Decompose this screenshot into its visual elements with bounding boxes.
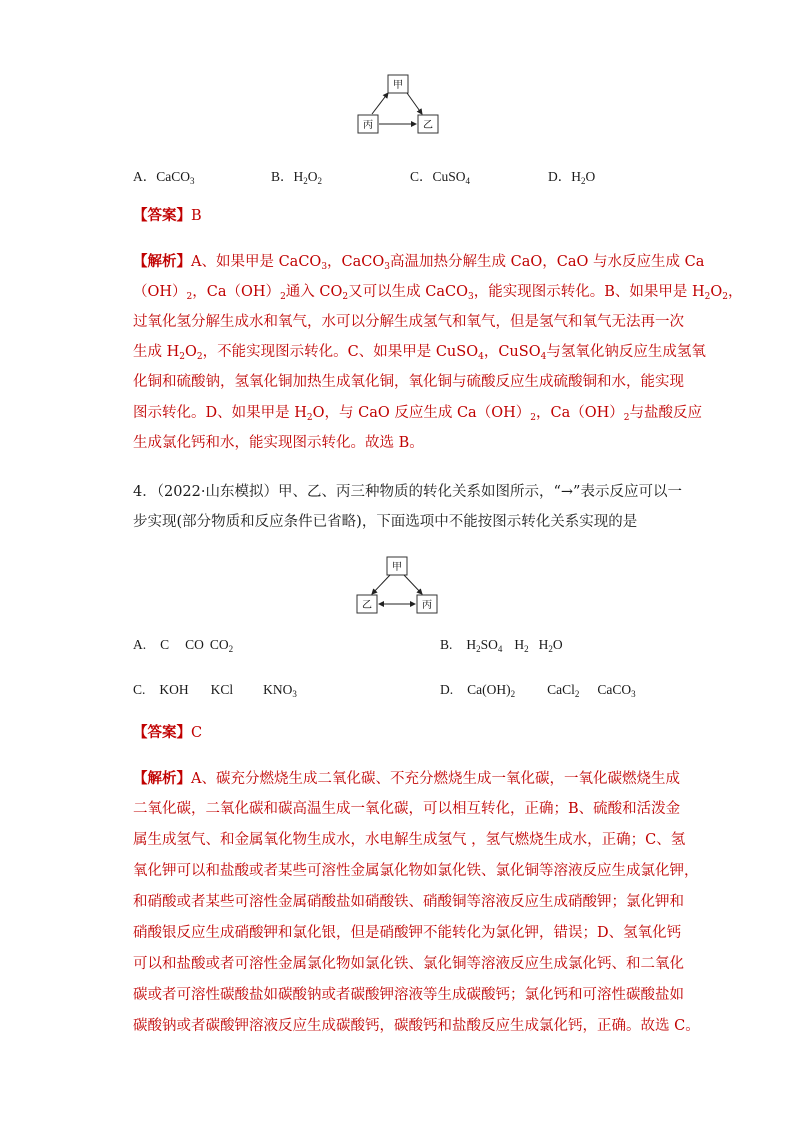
arrow-left-top: [372, 93, 388, 114]
q4-analysis-line-3: 属生成氢气、和金属氧化物生成水，水电解生成氢气 ，氢气燃烧生成水，正确；C、氢: [133, 832, 686, 848]
q3-option-c: C．CuSO$_4$: [410, 169, 471, 186]
q4-stem-line-2: 步实现(部分物质和反应条件已省略)，下面选项中不能按图示转化关系实现的是: [133, 514, 638, 530]
box-right-label: 丙: [422, 600, 432, 611]
q3-option-a: A．CaCO$_3$: [133, 169, 195, 186]
q3-analysis-line-6: 图示转化。D、如果甲是 $H_2O$，与 CaO 反应生成 $Ca(OH)_2$，$Ca(OH)_2$与盐酸反应: [133, 405, 702, 423]
box-left-label: 丙: [363, 120, 373, 131]
q3-analysis-line-2: $(OH)_2$，$Ca(OH)_2$通入 $CO_2$又可以生成 CaCO$_3$，能实现图示转化。B、如果甲是 $H_2O_2$，: [133, 284, 743, 302]
q3-option-d: D．$H_2O$: [548, 169, 596, 186]
box-right-label: 乙: [423, 120, 433, 131]
conversion-diagram-2: [353, 554, 443, 616]
arrow-top-right: [407, 93, 422, 114]
q3-analysis-line-3: 过氧化氢分解生成水和氧气，水可以分解生成氢气和氧气，但是氢气和氧气无法再一次: [133, 314, 684, 330]
q4-option-a: A. C CO $CO_2$: [133, 637, 234, 654]
arrow-top-left: [372, 575, 390, 594]
q4-analysis-line-7: 可以和盐酸或者可溶性金属氯化物如氯化铁、氯化铜等溶液反应生成氯化钙、和二氧化: [133, 956, 684, 972]
q3-option-b: B．$H_2O_2$: [271, 169, 323, 186]
q3-analysis-line-1: 【解析】A、如果甲是 CaCO$_3$，CaCO$_3$高温加热分解生成 CaO，CaO 与水反应生成 Ca: [133, 253, 705, 272]
q4-analysis-line-9: 碳酸钠或者碳酸钾溶液反应生成碳酸钙，碳酸钙和盐酸反应生成氯化钙，正确。故选 C。: [133, 1018, 700, 1034]
box-top-label: 甲: [392, 562, 402, 573]
q4-analysis-line-5: 和硝酸或者某些可溶性金属硝酸盐如硝酸铁、硝酸铜等溶液反应生成硝酸钾；氯化钾和: [133, 894, 684, 910]
q3-answer: 【答案】B: [133, 207, 202, 224]
conversion-diagram-1: [355, 72, 445, 136]
q4-analysis-line-4: 氧化钾可以和盐酸或者某些可溶性金属氯化物如氯化铁、氯化铜等溶液反应生成氯化钾，: [133, 863, 699, 879]
q3-analysis-line-5: 化铜和硫酸钠，氢氧化铜加热生成氧化铜，氧化铜与硫酸反应生成硫酸铜和水，能实现: [133, 374, 684, 390]
q3-analysis-line-4: 生成 $H_2O_2$，不能实现图示转化。C、如果甲是 CuSO$_4$，CuSO$_4$与氢氧化钠反应生成氢氧: [133, 344, 706, 362]
q4-answer: 【答案】C: [133, 724, 203, 741]
q3-analysis-line-7: 生成氯化钙和水，能实现图示转化。故选 B。: [133, 435, 424, 451]
q4-option-c: C. KOH KCl $KNO_3$: [133, 682, 297, 699]
q4-stem-line-1: 4．（2022·山东模拟）甲、乙、丙三种物质的转化关系如图所示，“→”表示反应可以一: [133, 484, 682, 500]
box-left-label: 乙: [362, 600, 372, 611]
q4-option-b: B. $H_2SO_4$ $H_2$ $H_2O$: [440, 637, 563, 654]
q4-analysis-line-6: 硝酸银反应生成硝酸钾和氯化银，但是硝酸钾不能转化为氯化钾，错误；D、氢氧化钙: [133, 925, 682, 941]
q4-analysis-line-8: 碳或者可溶性碳酸盐如碳酸钠或者碳酸钾溶液等生成碳酸钙；氯化钙和可溶性碳酸盐如: [133, 987, 684, 1003]
q4-analysis-line-1: 【解析】A、碳充分燃烧生成二氧化碳、不充分燃烧生成一氧化碳，一氧化碳燃烧生成: [133, 770, 680, 787]
q4-option-d: D. $Ca(OH)_2$ CaCl$_2$ CaCO$_3$: [440, 682, 636, 699]
q4-analysis-line-2: 二氧化碳，二氧化碳和碳高温生成一氧化碳，可以相互转化，正确；B、硫酸和活泼金: [133, 801, 681, 817]
arrow-top-right: [404, 575, 422, 594]
box-top-label: 甲: [393, 80, 403, 91]
